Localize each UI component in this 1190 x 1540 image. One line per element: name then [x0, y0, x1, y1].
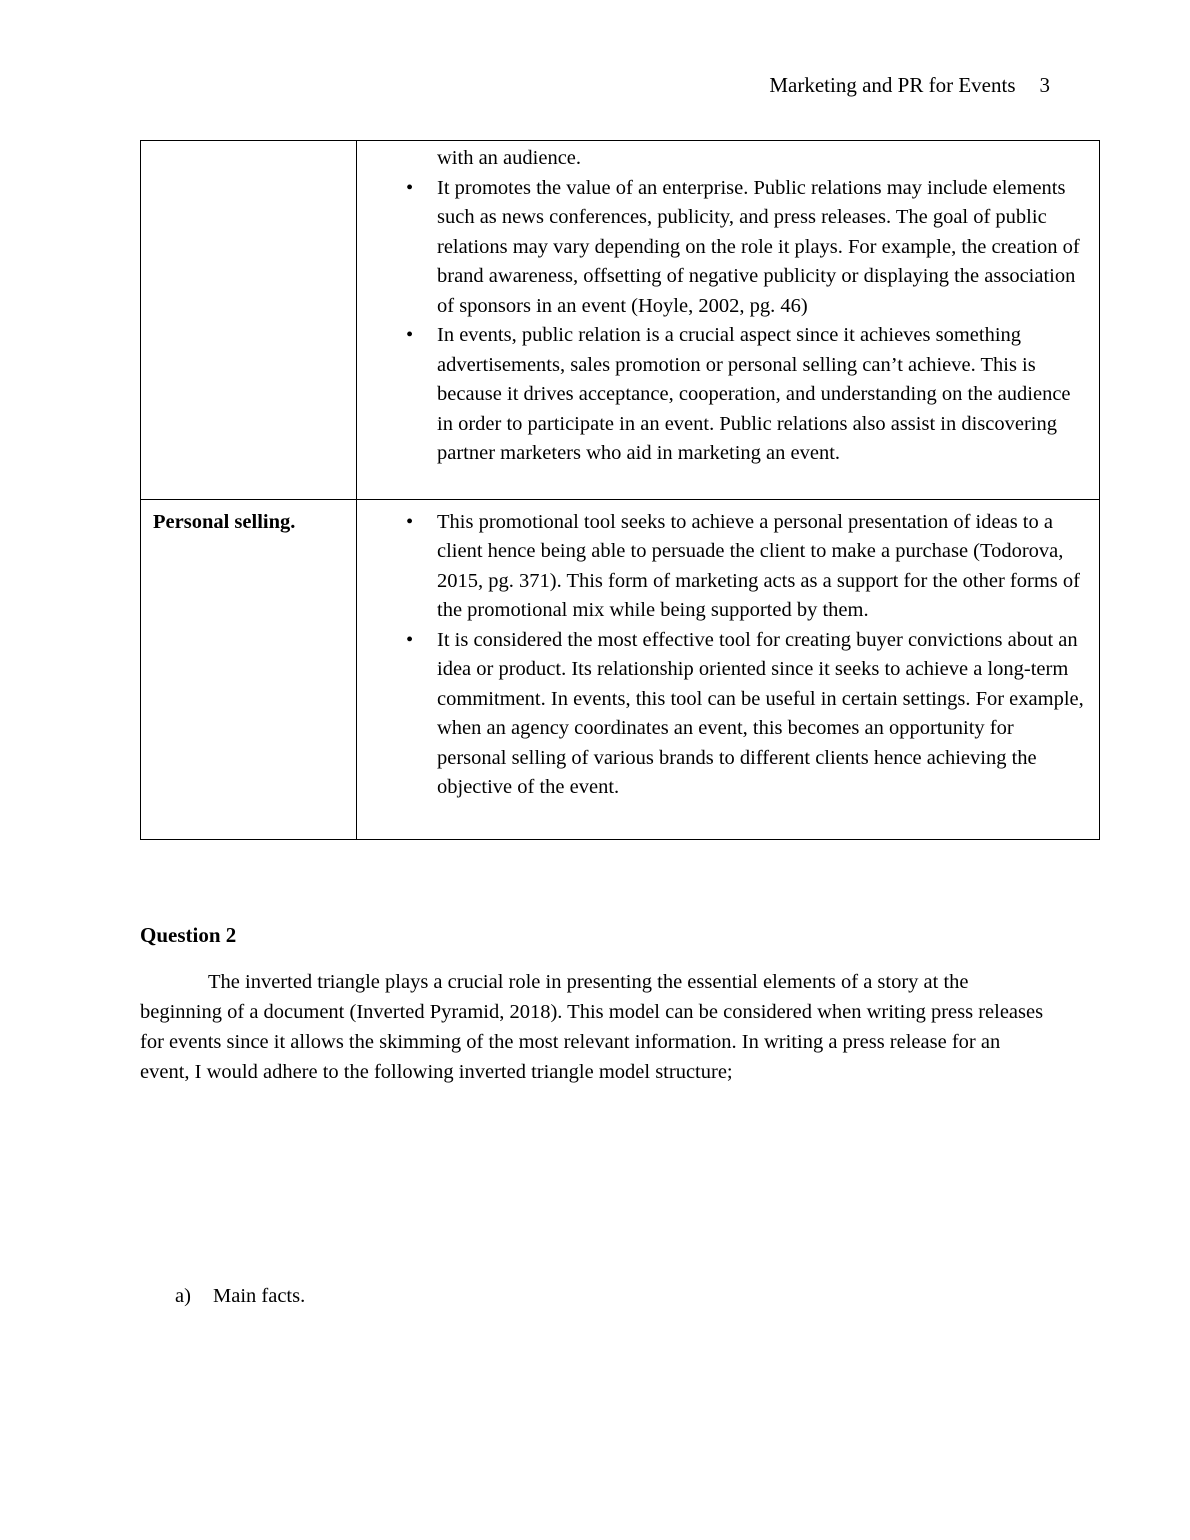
page-header — [769, 72, 1050, 98]
page-number: 3 — [1039, 73, 1050, 97]
row-label-cell — [141, 141, 357, 500]
bullet-item: • It promotes the value of an enterprise. Public relations may include elements such as news conferences, publicity, and press releases. The goal of public relations may vary depending on the role it plays. For example, the creation of brand awareness, offsetting of negative publicity or displaying the association of sponsors in an event (Hoyle, 2002, pg. 46) — [369, 174, 1085, 322]
row-label-cell: Personal selling. — [141, 499, 357, 839]
table-row — [141, 499, 1100, 839]
table-row — [141, 141, 1100, 500]
list-item-text: Main facts. — [213, 1285, 306, 1307]
bullet-item: • In events, public relation is a crucial aspect since it achieves something advertisements, sales promotion or personal selling can’t achieve. This is because it drives acceptance, cooperation, and understanding on the audience in order to participate in an event. Public relations also assist in discovering partner marketers who aid in marketing an event. — [369, 321, 1085, 469]
list-item-a — [175, 1281, 305, 1311]
bullet-item: • This promotional tool seeks to achieve a personal presentation of ideas to a client hence being able to persuade the client to make a purchase (Todorova, 2015, pg. 371). This form of marketing acts as a support for the other forms of the promotional mix while being supported by them. — [369, 508, 1085, 626]
promotional-mix-table — [140, 140, 1100, 840]
bullet-list — [369, 508, 1085, 803]
row-body-cell — [357, 141, 1100, 500]
bullet-item: • It is considered the most effective tool for creating buyer convictions about an idea or product. Its relationship oriented since it seeks to achieve a long-term commitment. In events, this tool can be useful in certain settings. For example, when an agency coordinates an event, this becomes an opportunity for personal selling of various brands to different clients hence achieving the objective of the event. — [369, 626, 1085, 803]
row-body-cell — [357, 499, 1100, 839]
list-item-marker: a) — [175, 1285, 191, 1307]
running-head: Marketing and PR for Events — [769, 73, 1016, 97]
question-2-paragraph: The inverted triangle plays a crucial role in presenting the essential elements of a story at the beginning of a document (Inverted Pyramid, 2018). This model can be considered when writing press releases for events since it allows the skimming of the most relevant information. In writing a press release for an event, I would adhere to the following inverted triangle model structure; — [140, 971, 1044, 1083]
continuation-text: with an audience. — [437, 147, 582, 169]
question-2-heading: Question 2 — [140, 923, 237, 947]
bullet-list — [369, 174, 1085, 469]
